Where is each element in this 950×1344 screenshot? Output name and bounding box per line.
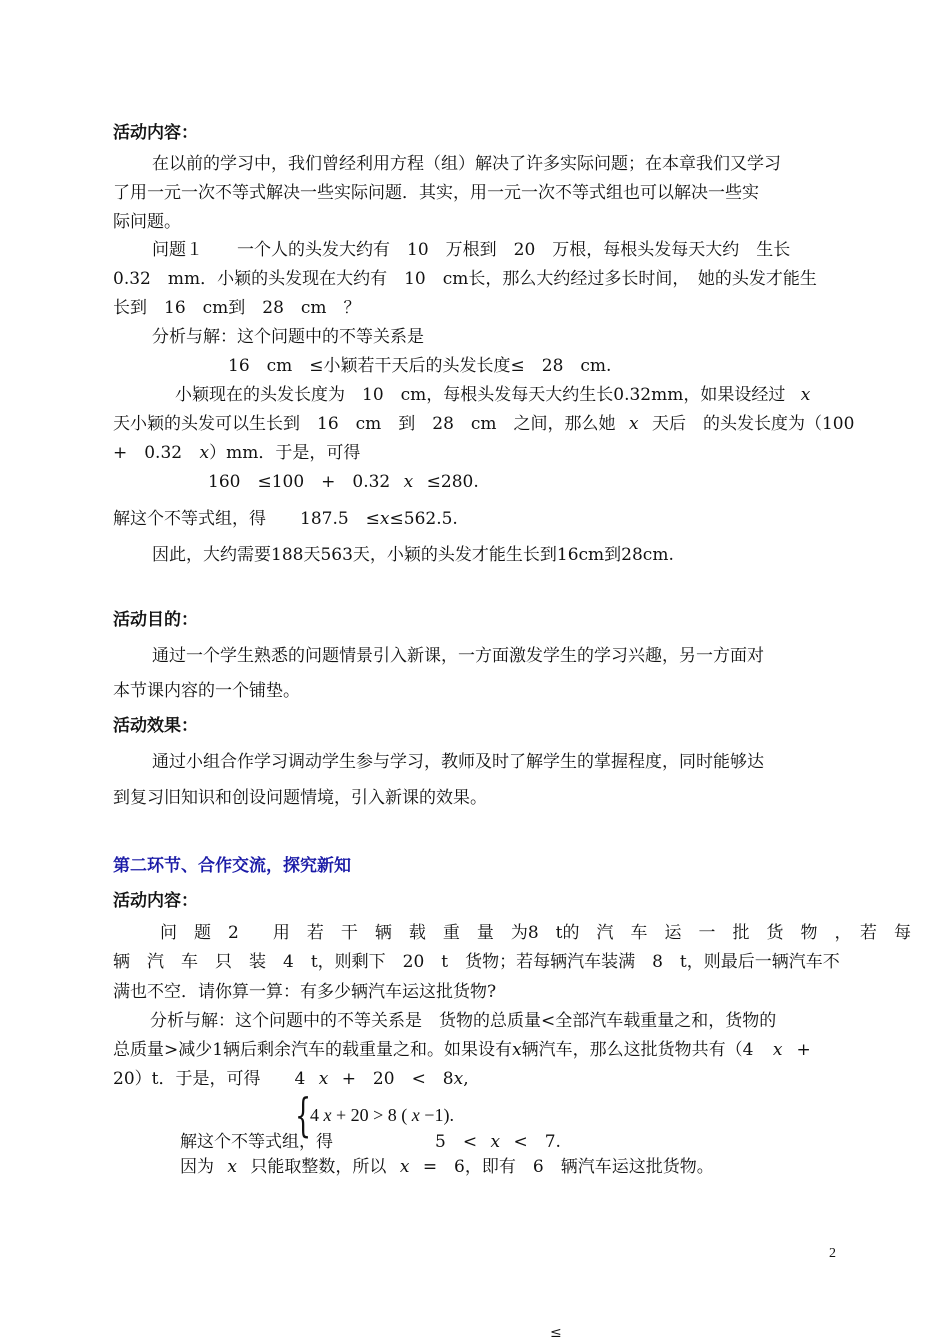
text-run: 辆汽车，那么这批货物共有（4 (521, 1040, 754, 1060)
inequality-system-line (310, 1103, 454, 1127)
text-run: −1). (424, 1105, 454, 1125)
text-run: + 20 < 8 (341, 1069, 454, 1089)
text-run: + 20 > 8 ( (336, 1105, 408, 1125)
paragraph-line: 到复习旧知识和创设问题情境，引入新课的效果。 (113, 788, 487, 808)
variable-x: x (800, 385, 811, 405)
analysis-line (113, 441, 360, 465)
variable-x: x (323, 1105, 332, 1125)
paragraph-line: 了用一元一次不等式解决一些实际问题．其实，用一元一次不等式组也可以解决一些实 (113, 183, 759, 203)
variable-x: x (512, 1040, 522, 1060)
problem-1-line: 0.32 mm．小颖的头发现在大约有 10 cm长，那么大约经过多长时间， 她的头发才能生 (113, 269, 817, 289)
text-run: 因为 (180, 1157, 214, 1177)
paragraph-line: 际问题。 (113, 212, 181, 232)
analysis-line (113, 1038, 811, 1062)
variable-x: x (318, 1069, 329, 1089)
solution-line (113, 507, 458, 531)
heading-activity-content: 活动内容： (113, 123, 198, 143)
text-run: 20）t．于是，可得 4 (113, 1069, 306, 1089)
variable-x: x (399, 1157, 410, 1177)
analysis-line: 分析与解：这个问题中的不等关系是 (152, 327, 424, 347)
variable-x: x (772, 1040, 783, 1060)
analysis-line (113, 412, 854, 436)
variable-x: x (379, 509, 390, 529)
heading-activity-content: 活动内容： (113, 891, 198, 911)
text-run: < 7. (513, 1132, 561, 1152)
text-run: , (463, 1069, 469, 1089)
analysis-line: 分析与解：这个问题中的不等关系是 货物的总质量<全部汽车载重量之和，货物的 (150, 1011, 777, 1031)
inequality-line: 16 cm ≤小颖若干天后的头发长度≤ 28 cm. (228, 356, 612, 376)
text-run: 总质量>减少1辆后剩余汽车的载重量之和。如果设有 (113, 1040, 513, 1060)
solution-line (180, 1130, 561, 1154)
variable-x: x (227, 1157, 237, 1177)
text-run: 天小颖的头发可以生长到 16 cm 到 28 cm 之间，那么她 (113, 414, 616, 434)
inequality-system-line (208, 470, 479, 494)
analysis-line (113, 1067, 469, 1091)
text-run: 解这个不等式组，得 187.5 ≤ (113, 509, 380, 529)
problem-2-line: 问 题 2 用 若 干 辆 载 重 量 为8 t的 汽 车 运 一 批 货 物 ， 若 每 (160, 923, 911, 943)
heading-activity-effect: 活动效果： (113, 716, 198, 736)
variable-x: x (403, 472, 414, 492)
paragraph-line: 在以前的学习中，我们曾经利用方程（组）解决了许多实际问题；在本章我们又学习 (152, 154, 781, 174)
problem-1-line: 问题１ 一个人的头发大约有 10 万根到 20 万根，每根头发每天大约 生长 (152, 240, 791, 260)
variable-x: x (453, 1069, 464, 1089)
problem-2-line: 辆 汽 车 只 装 4 t，则剩下 20 t 货物；若每辆汽车装满 8 t，则最后一辆汽车不 (113, 952, 840, 972)
stray-symbol: ≤ (550, 1325, 562, 1341)
text-run: 解这个不等式组，得 5 < (180, 1132, 478, 1152)
variable-x: x (199, 443, 210, 463)
plus-sign: + (796, 1040, 811, 1060)
text-run: 4 (310, 1105, 319, 1125)
text-run: 只能取整数，所以 (250, 1157, 387, 1177)
text-run: 160 ≤100 + 0.32 (208, 472, 391, 492)
analysis-line (175, 383, 810, 407)
text-run: + 0.32 (113, 443, 183, 463)
paragraph-line: 通过一个学生熟悉的问题情景引入新课，一方面激发学生的学习兴趣，另一方面对 (152, 646, 764, 666)
text-run: 天后 的头发长度为（100 (651, 414, 855, 434)
text-run: ≤562.5. (389, 509, 458, 529)
variable-x: x (411, 1105, 420, 1125)
section-heading: 第二环节、合作交流，探究新知 (113, 856, 351, 876)
paragraph-line: 通过小组合作学习调动学生参与学习，教师及时了解学生的掌握程度，同时能够达 (152, 752, 764, 772)
problem-1-line: 长到 16 cm到 28 cm ？ (113, 298, 361, 318)
paragraph-line: 本节课内容的一个铺垫。 (113, 681, 300, 701)
variable-x: x (628, 414, 639, 434)
page-number: 2 (829, 1246, 836, 1261)
text-run: 小颖现在的头发长度为 10 cm，每根头发每天大约生长0.32mm，如果设经过 (175, 385, 786, 405)
text-run: = 6，即有 6 辆汽车运这批货物。 (422, 1157, 714, 1177)
problem-2-line: 满也不空．请你算一算：有多少辆汽车运这批货物? (113, 982, 497, 1002)
conclusion-line (180, 1155, 714, 1179)
text-run: ）mm．于是，可得 (209, 443, 361, 463)
variable-x: x (490, 1132, 501, 1152)
system-brace: { (295, 1088, 312, 1142)
conclusion-line: 因此，大约需要188天563天，小颖的头发才能生长到16cm到28cm. (152, 545, 674, 565)
heading-activity-purpose: 活动目的： (113, 610, 198, 630)
text-run: ≤280. (426, 472, 479, 492)
